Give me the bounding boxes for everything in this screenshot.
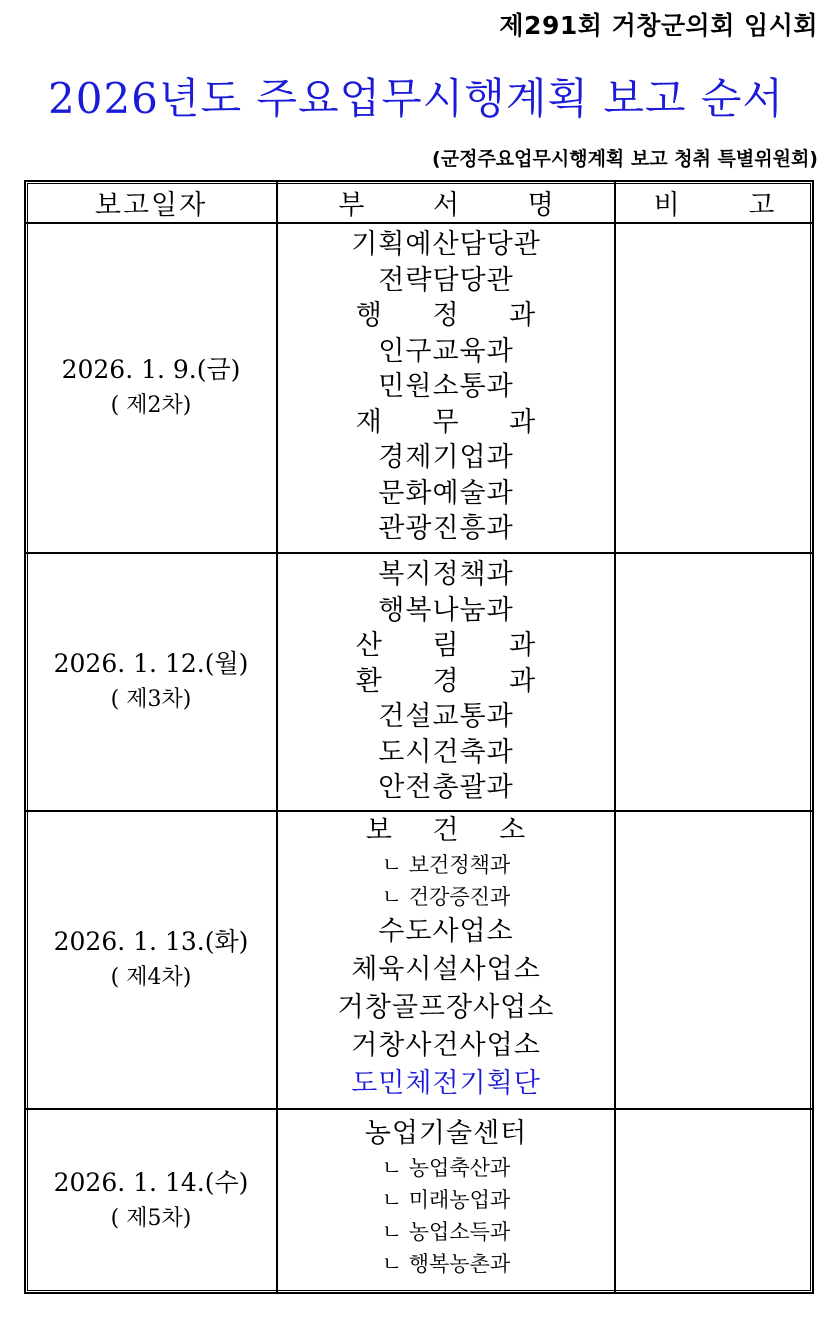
department-name: 경제기업과 bbox=[378, 442, 514, 473]
note-cell bbox=[615, 1109, 813, 1293]
date-cell bbox=[25, 553, 277, 811]
sub-department-name: ㄴ 미래농업과 bbox=[381, 1187, 511, 1212]
sub-department-name: ㄴ 보건정책과 bbox=[381, 852, 511, 877]
note-cell bbox=[615, 553, 813, 811]
report-order: ( 제2차) bbox=[110, 393, 192, 418]
department-name: 재 무 과 bbox=[355, 406, 537, 438]
table-row bbox=[25, 553, 813, 811]
table-row bbox=[25, 223, 813, 553]
sub-department-name: ㄴ 농업축산과 bbox=[381, 1155, 511, 1180]
column-header-note-label: 비 고 bbox=[653, 189, 775, 221]
column-header-department-label: 부 서 명 bbox=[338, 189, 554, 221]
date-cell bbox=[25, 223, 277, 553]
session-title: 제291회 거창군의회 임시회 bbox=[499, 11, 818, 40]
date-cell bbox=[25, 811, 277, 1109]
department-name: 인구교육과 bbox=[378, 335, 514, 367]
department-name: 문화예술과 bbox=[378, 477, 514, 509]
column-header-department bbox=[277, 181, 615, 223]
report-order: ( 제3차) bbox=[110, 687, 192, 712]
department-name: 건설교통과 bbox=[378, 701, 514, 732]
report-date: 2026. 1. 13.(화) bbox=[53, 927, 249, 956]
department-name: 관광진흥과 bbox=[378, 513, 514, 544]
department-cell bbox=[277, 811, 615, 1109]
department-name: 환 경 과 bbox=[355, 665, 537, 697]
department-name: 도시건축과 bbox=[378, 736, 514, 768]
department-name: 복지정책과 bbox=[378, 559, 514, 590]
department-name: 농업기술센터 bbox=[364, 1118, 528, 1149]
page-title: 2026년도 주요업무시행계획 보고 순서 bbox=[48, 74, 784, 123]
report-date: 2026. 1. 12.(월) bbox=[53, 649, 249, 678]
department-name: 안전총괄과 bbox=[378, 772, 514, 803]
department-cell bbox=[277, 223, 615, 553]
department-name: 수도사업소 bbox=[378, 915, 514, 947]
department-name: 거창골프장사업소 bbox=[337, 991, 555, 1023]
department-name: 거창사건사업소 bbox=[351, 1029, 541, 1061]
department-name: 기획예산담당관 bbox=[351, 229, 541, 260]
department-name: 체육시설사업소 bbox=[351, 953, 541, 985]
department-cell bbox=[277, 1109, 615, 1293]
note-cell bbox=[615, 223, 813, 553]
date-cell bbox=[25, 1109, 277, 1293]
report-date: 2026. 1. 9.(금) bbox=[61, 355, 241, 384]
sub-department-name: ㄴ 농업소득과 bbox=[381, 1219, 511, 1244]
sub-department-name: ㄴ 건강증진과 bbox=[381, 884, 511, 909]
note-cell bbox=[615, 811, 813, 1109]
sub-department-name: ㄴ 행복농촌과 bbox=[381, 1251, 511, 1276]
table-row bbox=[25, 811, 813, 1109]
page-subtitle: (군정주요업무시행계획 보고 청취 특별위원회) bbox=[432, 148, 818, 170]
department-name: 행복나눔과 bbox=[378, 594, 514, 626]
department-name: 보 건 소 bbox=[365, 815, 527, 846]
department-name: 민원소통과 bbox=[378, 371, 514, 402]
department-name: 산 림 과 bbox=[355, 630, 537, 661]
schedule-table bbox=[24, 180, 814, 1294]
column-header-date-label: 보고일자 bbox=[94, 189, 208, 221]
report-date: 2026. 1. 14.(수) bbox=[53, 1168, 249, 1197]
column-header-note bbox=[615, 181, 813, 223]
department-name: 행 정 과 bbox=[355, 300, 537, 331]
report-order: ( 제4차) bbox=[110, 965, 192, 990]
table-row bbox=[25, 1109, 813, 1293]
report-order: ( 제5차) bbox=[110, 1206, 192, 1231]
column-header-date bbox=[25, 181, 277, 223]
department-cell bbox=[277, 553, 615, 811]
department-name: 전략담당관 bbox=[378, 264, 514, 296]
table-header-row bbox=[25, 181, 813, 223]
department-name-highlighted: 도민체전기획단 bbox=[351, 1067, 541, 1099]
